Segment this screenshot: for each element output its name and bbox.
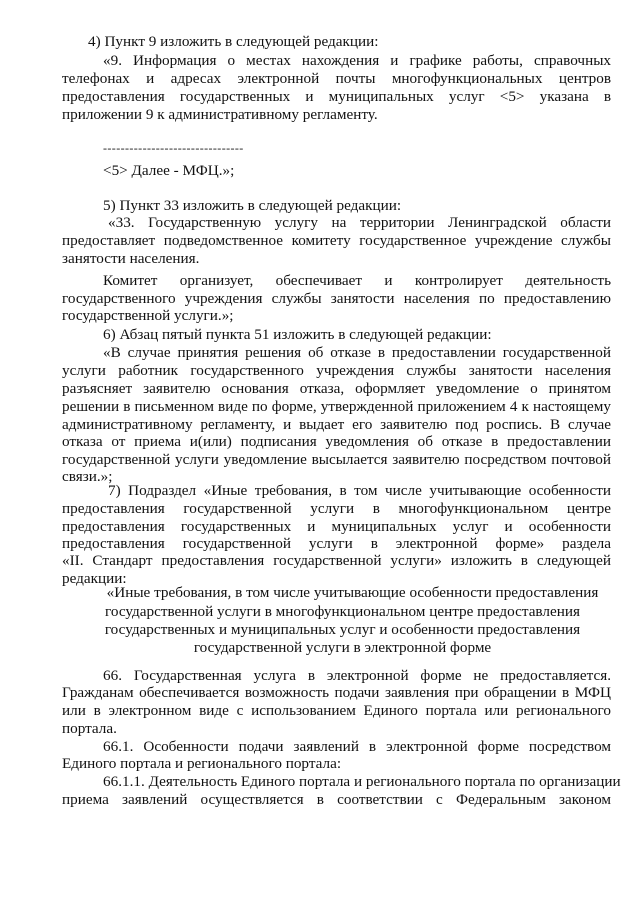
paragraph-line: «9. Информация о местах нахождения и графике работы, справочных	[103, 52, 611, 69]
item-66: 66. Государственная услуга в электронной форме не предоставляется.	[103, 667, 611, 684]
item-66-1-1: 66.1.1. Деятельность Единого портала и регионального портала по организации	[103, 773, 621, 790]
paragraph-line: приема заявлений осуществляется в соответствии с Федеральным законом	[62, 791, 611, 808]
paragraph-line: Комитет организует, обеспечивает и контролирует деятельность	[103, 272, 611, 289]
paragraph-line: или в электронном виде с использованием Единого портала или регионального	[62, 702, 611, 719]
subsection-title-line: государственной услуги в электронной форме	[193, 639, 492, 656]
paragraph-line: разъясняет заявителю основания отказа, оформляет уведомление о принятом	[62, 380, 611, 397]
item-5-heading: 5) Пункт 33 изложить в следующей редакции:	[103, 197, 402, 214]
paragraph-line: телефонах и адресах электронной почты многофункциональных центров	[62, 70, 611, 87]
paragraph-line: административному регламенту, и выдает его заявителю под роспись. В случае	[62, 416, 611, 433]
paragraph-line: «II. Стандарт предоставления государственной услуги» изложить в следующей	[62, 552, 611, 569]
item-66-1: 66.1. Особенности подачи заявлений в электронной форме посредством	[103, 738, 611, 755]
paragraph-line: портала.	[62, 720, 117, 737]
paragraph-line: государственной услуги уведомление высылается заявителю посредством почтовой	[62, 451, 611, 468]
paragraph-line: услуги работник государственного учреждения службы занятости населения	[62, 362, 611, 379]
paragraph-line: предоставления государственной услуги в многофункциональном центре	[62, 500, 611, 517]
paragraph-line: связи.»;	[62, 468, 113, 485]
paragraph-line: предоставления государственных и муниципальных услуг и особенности	[62, 518, 611, 535]
paragraph-line: предоставления государственной услуги в электронной форме» раздела	[62, 535, 611, 552]
paragraph-line: отказа от приема и(или) подписания уведомления об отказе в предоставлении	[62, 433, 611, 450]
item-4-heading: 4) Пункт 9 изложить в следующей редакции:	[88, 33, 379, 50]
item-7-heading: 7) Подраздел «Иные требования, в том числе учитывающие особенности	[108, 482, 611, 499]
subsection-title-line: государственной услуги в многофункциональном центре предоставления	[105, 603, 580, 620]
paragraph-line: «33. Государственную услугу на территории Ленинградской области	[108, 214, 611, 231]
paragraph-line: редакции:	[62, 570, 127, 587]
paragraph-line: предоставляет подведомственное комитету государственное учреждение службы	[62, 232, 611, 249]
paragraph-line: государственного учреждения службы занятости населения по предоставлению	[62, 290, 611, 307]
paragraph-line: решении в письменном виде по форме, утвержденной приложением 4 к настоящему	[62, 398, 611, 415]
footnote-text: <5> Далее - МФЦ.»;	[103, 162, 235, 179]
paragraph-line: государственной услуги.»;	[62, 307, 234, 324]
paragraph-line: Единого портала и регионального портала:	[62, 755, 342, 772]
paragraph-line: приложении 9 к административному регламенту.	[62, 106, 378, 123]
subsection-title-line: государственных и муниципальных услуг и особенности предоставления	[104, 621, 581, 638]
paragraph-line: занятости населения.	[62, 250, 200, 267]
paragraph-line: «В случае принятия решения об отказе в предоставлении государственной	[103, 344, 611, 361]
paragraph-line: предоставления государственных и муниципальных услуг <5> указана в	[62, 88, 611, 105]
item-6-heading: 6) Абзац пятый пункта 51 изложить в следующей редакции:	[103, 326, 492, 343]
paragraph-line: Гражданам обеспечивается возможность подачи заявления при обращении в МФЦ	[62, 684, 611, 701]
subsection-title-line: «Иные требования, в том числе учитывающие особенности предоставления	[106, 584, 599, 601]
footnote-separator: --------------------------------	[103, 141, 244, 155]
